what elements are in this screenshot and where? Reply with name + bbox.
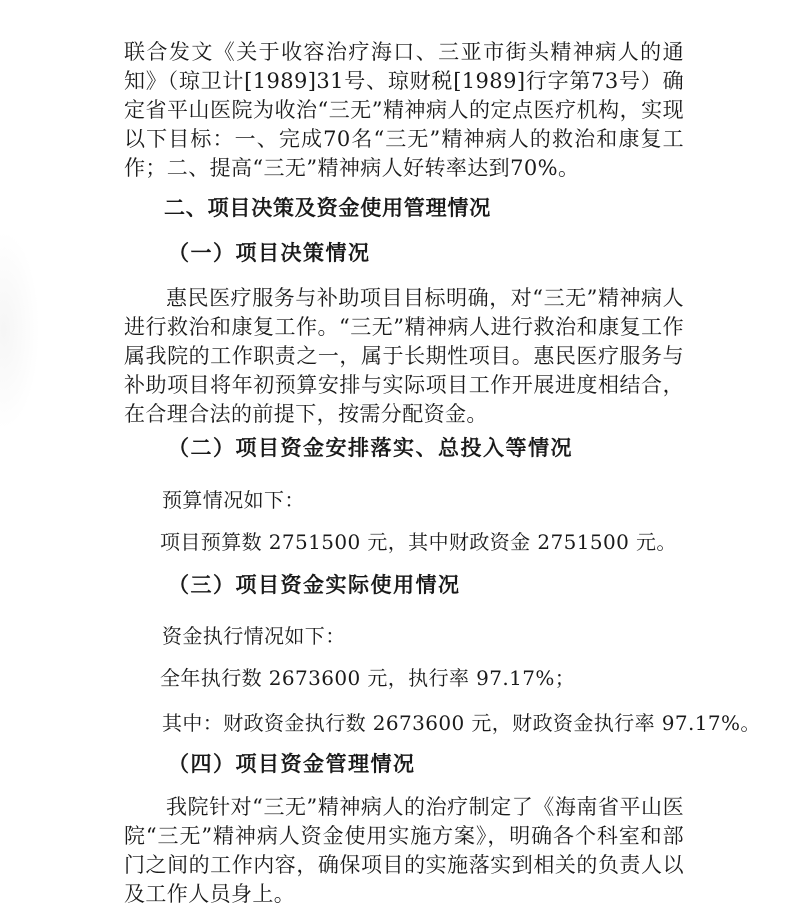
sub-heading-fund-management: （四）项目资金管理情况 <box>168 751 416 776</box>
decision-paragraph: 惠民医疗服务与补助项目目标明确，对“三无”精神病人进行救治和康复工作。“三无”精神病人进行救治和康复工作属我院的工作职责之一，属于长期性项目。惠民医疗服务与补助项目将年初预算安排与实际项目工作开展进度相结合，在合理合法的前提下，按需分配资金。 <box>124 286 684 426</box>
management-paragraph: 我院针对“三无”精神病人的治疗制定了《海南省平山医院“三无”精神病人资金使用实施方案》，明确各个科室和部门之间的工作内容，确保项目的实施落实到相关的负责人以及工作人员身上。 <box>124 795 684 906</box>
execution-intro: 资金执行情况如下： <box>162 624 346 648</box>
sub-heading-fund-usage: （三）项目资金实际使用情况 <box>168 572 461 597</box>
sub-heading-decision: （一）项目决策情况 <box>168 240 371 265</box>
section-heading-project-decision: 二、项目决策及资金使用管理情况 <box>164 196 491 220</box>
budget-intro: 预算情况如下： <box>162 488 305 512</box>
intro-paragraph: 联合发文《关于收容治疗海口、三亚市街头精神病人的通知》（琼卫计[1989]31号、琼财税[1989]行字第73号）确定省平山医院为收治“三无”精神病人的定点医疗机构，实现以下目标：一、完成70名“三无”精神病人的救治和康复工作；二、提高“三无”精神病人好转率达到70%。 <box>124 40 684 180</box>
scan-artifact <box>0 230 40 430</box>
annual-execution-line: 全年执行数 2673600 元，执行率 97.17%； <box>160 666 576 690</box>
budget-line: 项目预算数 2751500 元，其中财政资金 2751500 元。 <box>160 530 677 554</box>
sub-heading-fund-arrangement: （二）项目资金安排落实、总投入等情况 <box>168 435 573 460</box>
fiscal-execution-line: 其中：财政资金执行数 2673600 元，财政资金执行率 97.17%。 <box>162 711 761 735</box>
